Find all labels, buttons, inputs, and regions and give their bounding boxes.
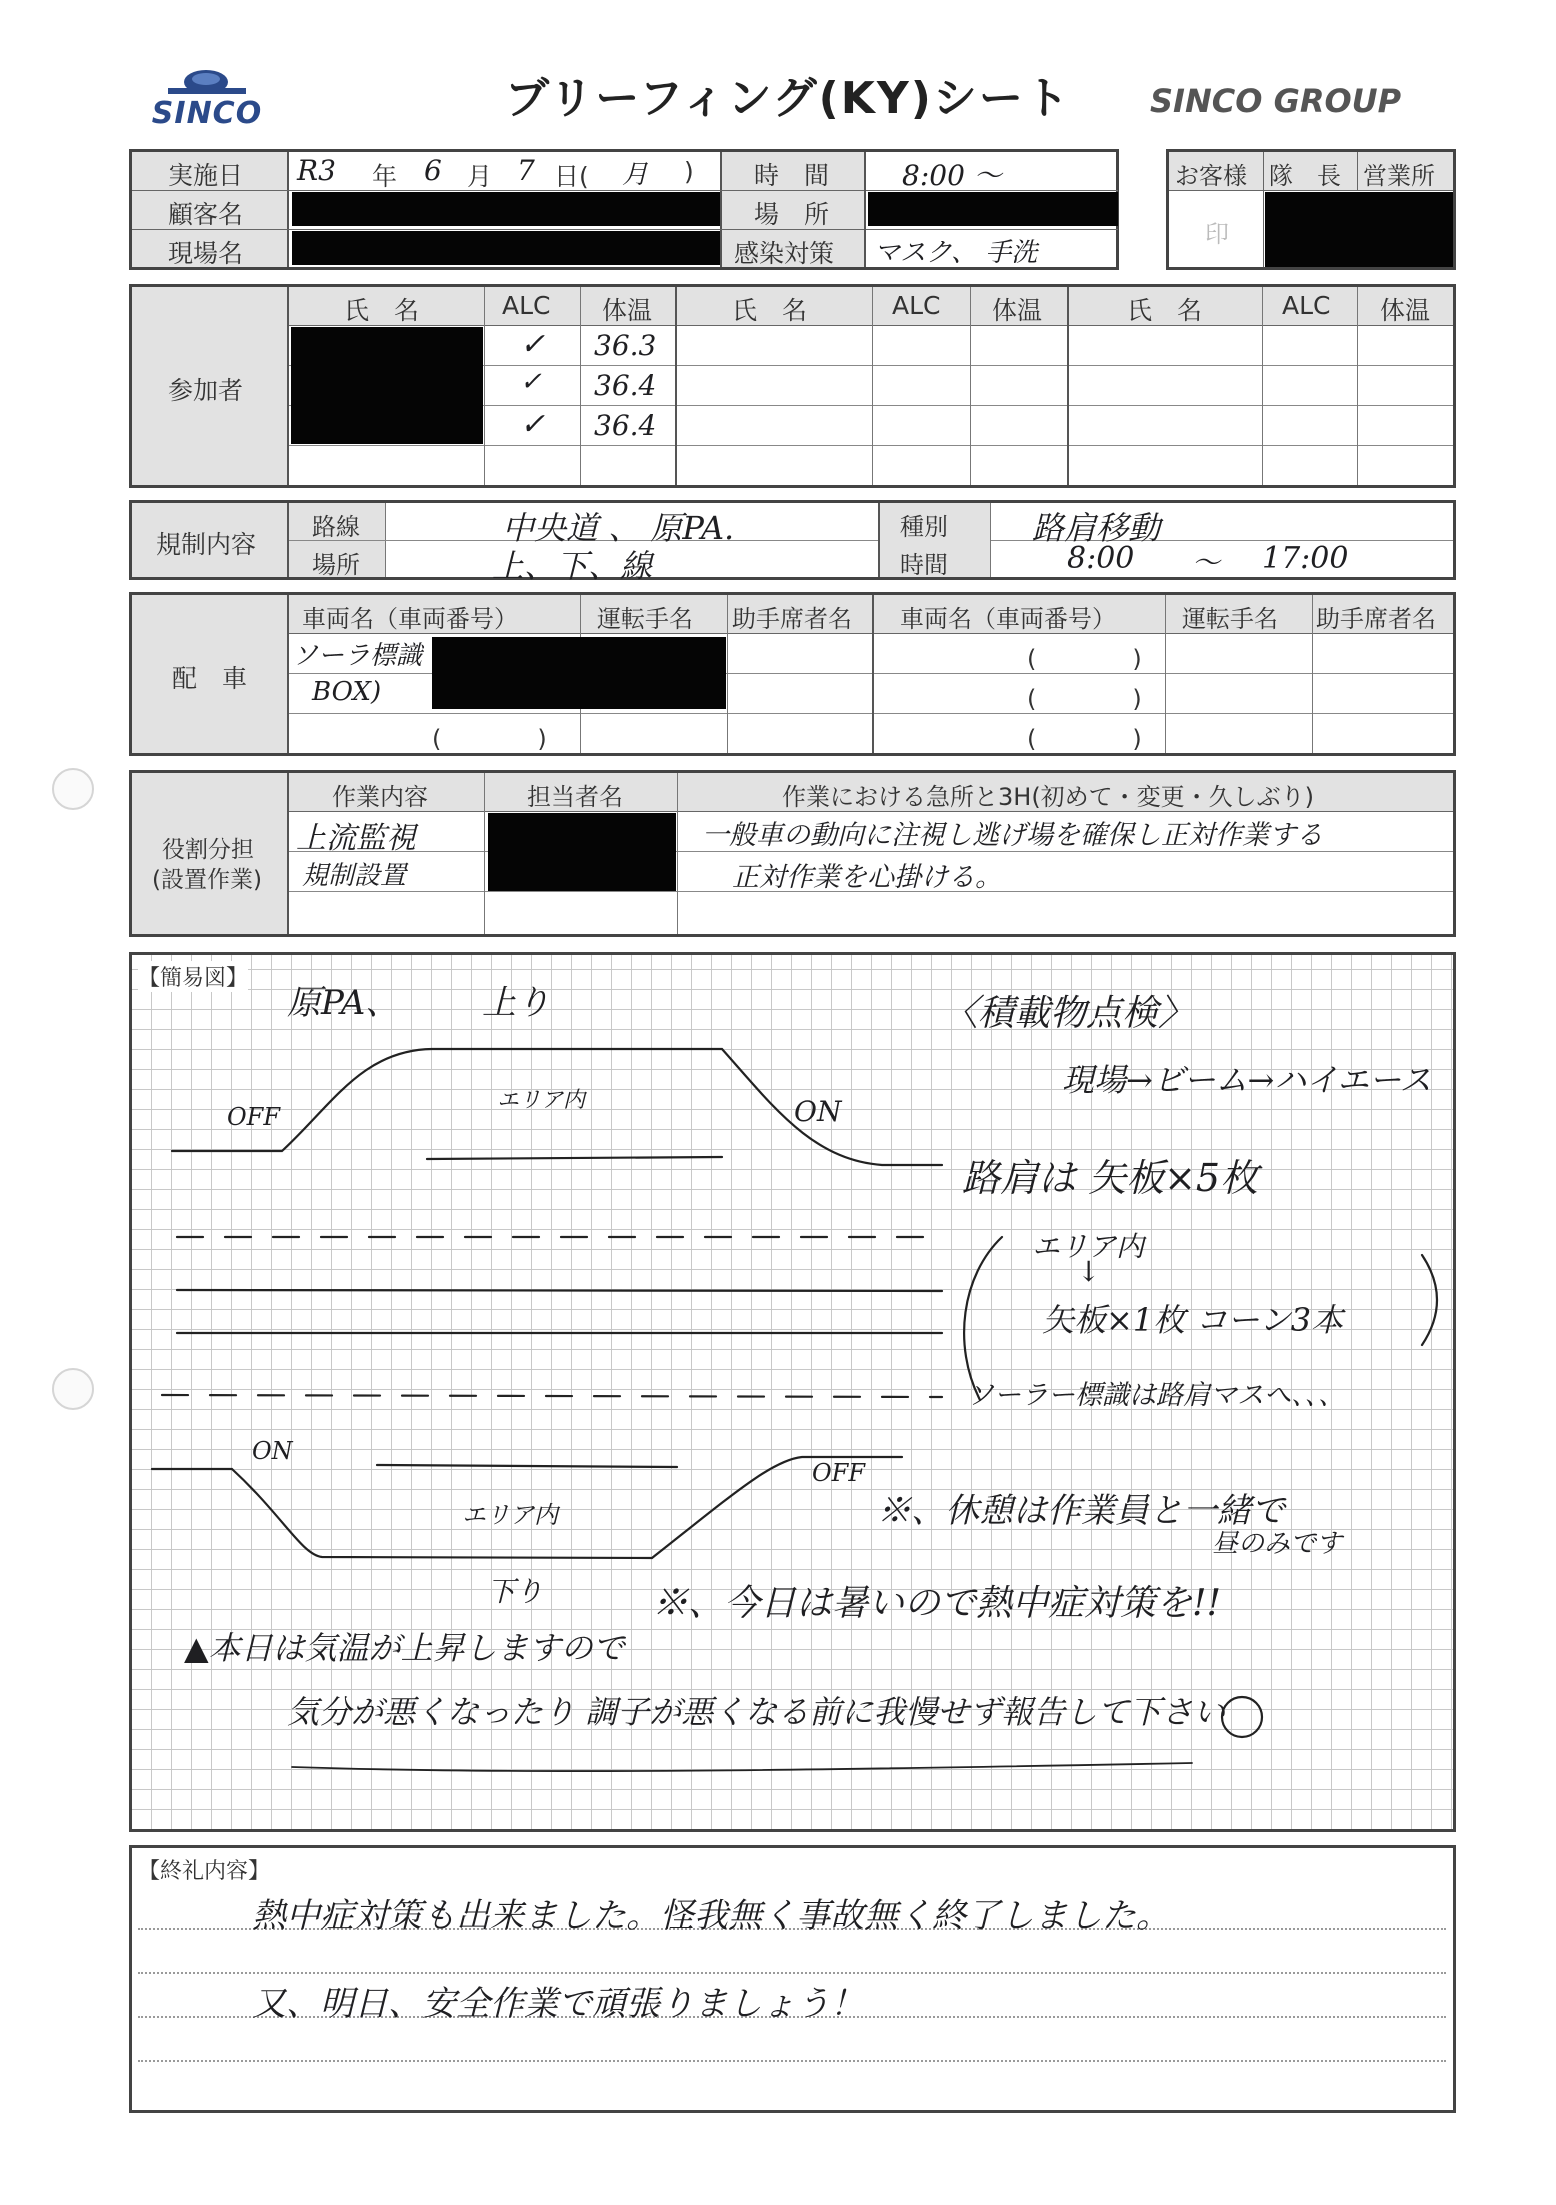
task-1: 上流監視: [296, 821, 416, 856]
month-value: 6: [424, 154, 442, 187]
note-1: 現場→ビーム→ハイエース: [1062, 1061, 1432, 1099]
day-label: 日(: [554, 162, 589, 191]
day-value: 7: [517, 154, 535, 187]
participants-alc-header-1: ALC: [502, 291, 551, 320]
reg-time-end: 17:00: [1262, 541, 1349, 576]
vehicles-redacted: [432, 637, 726, 709]
temp-2: 36.4: [594, 369, 657, 402]
vehicle-right-paren-2: ( ): [1027, 685, 1142, 713]
alc-check-2: ✓: [520, 367, 542, 397]
sinco-logo: [148, 62, 266, 132]
date-label: 実施日: [168, 161, 244, 190]
time-label: 時 間: [754, 161, 830, 190]
alc-check-1: ✓: [520, 327, 546, 362]
place-label: 場 所: [754, 200, 830, 229]
note-7: 昼のみです: [1212, 1529, 1343, 1559]
info-box: [129, 149, 1119, 270]
person-header: 担当者名: [527, 783, 623, 811]
roles-label-1: 役割分担: [162, 837, 254, 863]
participants-alc-header-3: ALC: [1282, 291, 1331, 320]
label-on-top: ON: [794, 1095, 842, 1128]
point-1: 一般車の動向に注視し逃げ場を確保し正対作業する: [702, 820, 1323, 851]
roles-label-2: (設置作業): [152, 867, 262, 893]
point-2: 正対作業を心掛ける。: [732, 862, 1002, 893]
month-label: 月: [467, 162, 493, 191]
participants-temp-header-3: 体温: [1380, 296, 1431, 325]
approval-redacted: [1265, 192, 1453, 267]
participants-name-header-3: 氏 名: [1127, 296, 1203, 325]
weekday-value: 月: [622, 160, 649, 190]
note-5: ソーラー標識は路肩マスへ、、、: [967, 1380, 1345, 1411]
alc-check-3: ✓: [520, 407, 546, 442]
participants-alc-header-2: ALC: [892, 291, 941, 320]
approval-box: [1166, 149, 1456, 270]
site-name-redacted: [292, 231, 722, 265]
vehicle-header-2: 車両名（車両番号）: [900, 605, 1116, 633]
temp-1: 36.3: [594, 329, 657, 362]
note-9: ▲本日は気温が上昇しますので: [184, 1629, 625, 1667]
person-redacted: [488, 813, 676, 891]
vehicles-label: 配 車: [172, 664, 248, 693]
closing-box: [129, 1845, 1456, 2113]
task-header: 作業内容: [332, 783, 428, 811]
assistant-header-1: 助手席者名: [732, 605, 852, 633]
regulation-box: [129, 500, 1456, 585]
note-4: 矢板×1枚 コーン3本: [1042, 1301, 1344, 1339]
points-header: 作業における急所と3H(初めて・変更・久しぶり): [782, 783, 1315, 811]
group-name: SINCO GROUP: [1150, 82, 1402, 120]
closing-line-2: 又、明日、安全作業で頑張りましょう！: [252, 1984, 864, 2024]
vehicles-box: [129, 592, 1456, 756]
weekday-close: ): [684, 157, 694, 186]
route-value: 中央道 、 原PA.: [502, 509, 735, 547]
label-off-bottom: OFF: [812, 1459, 865, 1487]
punch-hole-top: [52, 768, 94, 810]
driver-header-1: 運転手名: [597, 605, 693, 633]
note-title: 〈積載物点検〉: [942, 993, 1195, 1034]
participants-temp-header-2: 体温: [992, 296, 1043, 325]
assistant-header-2: 助手席者名: [1316, 605, 1436, 633]
note-arrow: ↓: [1077, 1255, 1101, 1288]
route-label: 路線: [312, 513, 360, 541]
label-down: 下り: [487, 1575, 544, 1608]
type-value: 路肩移動: [1032, 509, 1161, 547]
infection-value: マスク、 手洗: [874, 238, 1038, 268]
infection-label: 感染対策: [734, 239, 835, 268]
vehicle-row-2: BOX): [312, 677, 382, 707]
vehicle-header-1: 車両名（車両番号）: [302, 605, 518, 633]
approval-office-label: 営業所: [1363, 162, 1435, 190]
reg-time-start: 8:00: [1067, 541, 1135, 576]
customer-name-redacted: [292, 192, 722, 226]
reg-place-label: 場所: [312, 551, 360, 579]
diagram-box: [129, 952, 1456, 1832]
temp-3: 36.4: [594, 409, 657, 442]
closing-label: 【終礼内容】: [138, 1859, 271, 1884]
note-6: ※、休憩は作業員と一緒で: [877, 1491, 1285, 1531]
closing-line-1: 熱中症対策も出来ました。怪我無く事故無く終了しました。: [252, 1896, 1170, 1936]
vehicle-right-paren-1: ( ): [1027, 645, 1142, 673]
diagram-label: 【簡易図】: [138, 961, 248, 992]
stamp-mark: 印: [1205, 220, 1229, 248]
label-area-bottom: エリア内: [462, 1501, 558, 1529]
label-off-top: OFF: [227, 1103, 280, 1131]
reg-time-sep: ～: [1192, 546, 1221, 579]
participants-box: [129, 284, 1456, 488]
label-up: 上り: [482, 983, 550, 1023]
regulation-label: 規制内容: [156, 530, 257, 559]
time-value: 8:00 ～: [902, 159, 1002, 192]
note-8: ※、今日は暑いので熱中症対策を!!: [652, 1583, 1221, 1624]
logo-text: SINCO: [151, 96, 263, 131]
year-label: 年: [372, 162, 398, 191]
customer-label: 顧客名: [168, 200, 244, 229]
vehicle-right-paren-3: ( ): [1027, 725, 1142, 753]
participants-name-header-1: 氏 名: [344, 296, 420, 325]
place-redacted: [868, 192, 1118, 226]
participants-name-header-2: 氏 名: [732, 296, 808, 325]
site-label: 現場名: [168, 239, 244, 268]
type-label: 種別: [900, 513, 948, 541]
approval-customer-label: お客様: [1175, 162, 1247, 190]
approval-leader-label: 隊 長: [1269, 162, 1341, 190]
task-2: 規制設置: [302, 861, 407, 891]
participant-names-redacted: [291, 327, 483, 444]
label-on-bottom: ON: [252, 1437, 293, 1465]
page-title: ブリーフィング(KY)シート: [505, 73, 1071, 124]
label-area-top: エリア内: [497, 1088, 586, 1113]
roles-box: [129, 770, 1456, 937]
driver-header-2: 運転手名: [1182, 605, 1278, 633]
participants-temp-header-1: 体温: [602, 296, 653, 325]
date-era-value: R3: [297, 154, 336, 187]
note-3: エリア内: [1032, 1230, 1145, 1263]
vehicle-row-1: ソーラ標識: [292, 641, 423, 671]
participants-label: 参加者: [168, 376, 244, 405]
reg-time-label: 時間: [900, 551, 948, 579]
punch-hole-bottom: [52, 1368, 94, 1410]
vehicle-row-3-paren: ( ): [432, 725, 547, 753]
note-10: 気分が悪くなったり 調子が悪くなる前に我慢せず報告して下さい: [287, 1693, 1226, 1731]
reg-place-value: 上、下、線: [492, 547, 653, 585]
label-pa: 原PA、: [287, 983, 400, 1023]
note-2: 路肩は 矢板×5枚: [962, 1156, 1259, 1200]
